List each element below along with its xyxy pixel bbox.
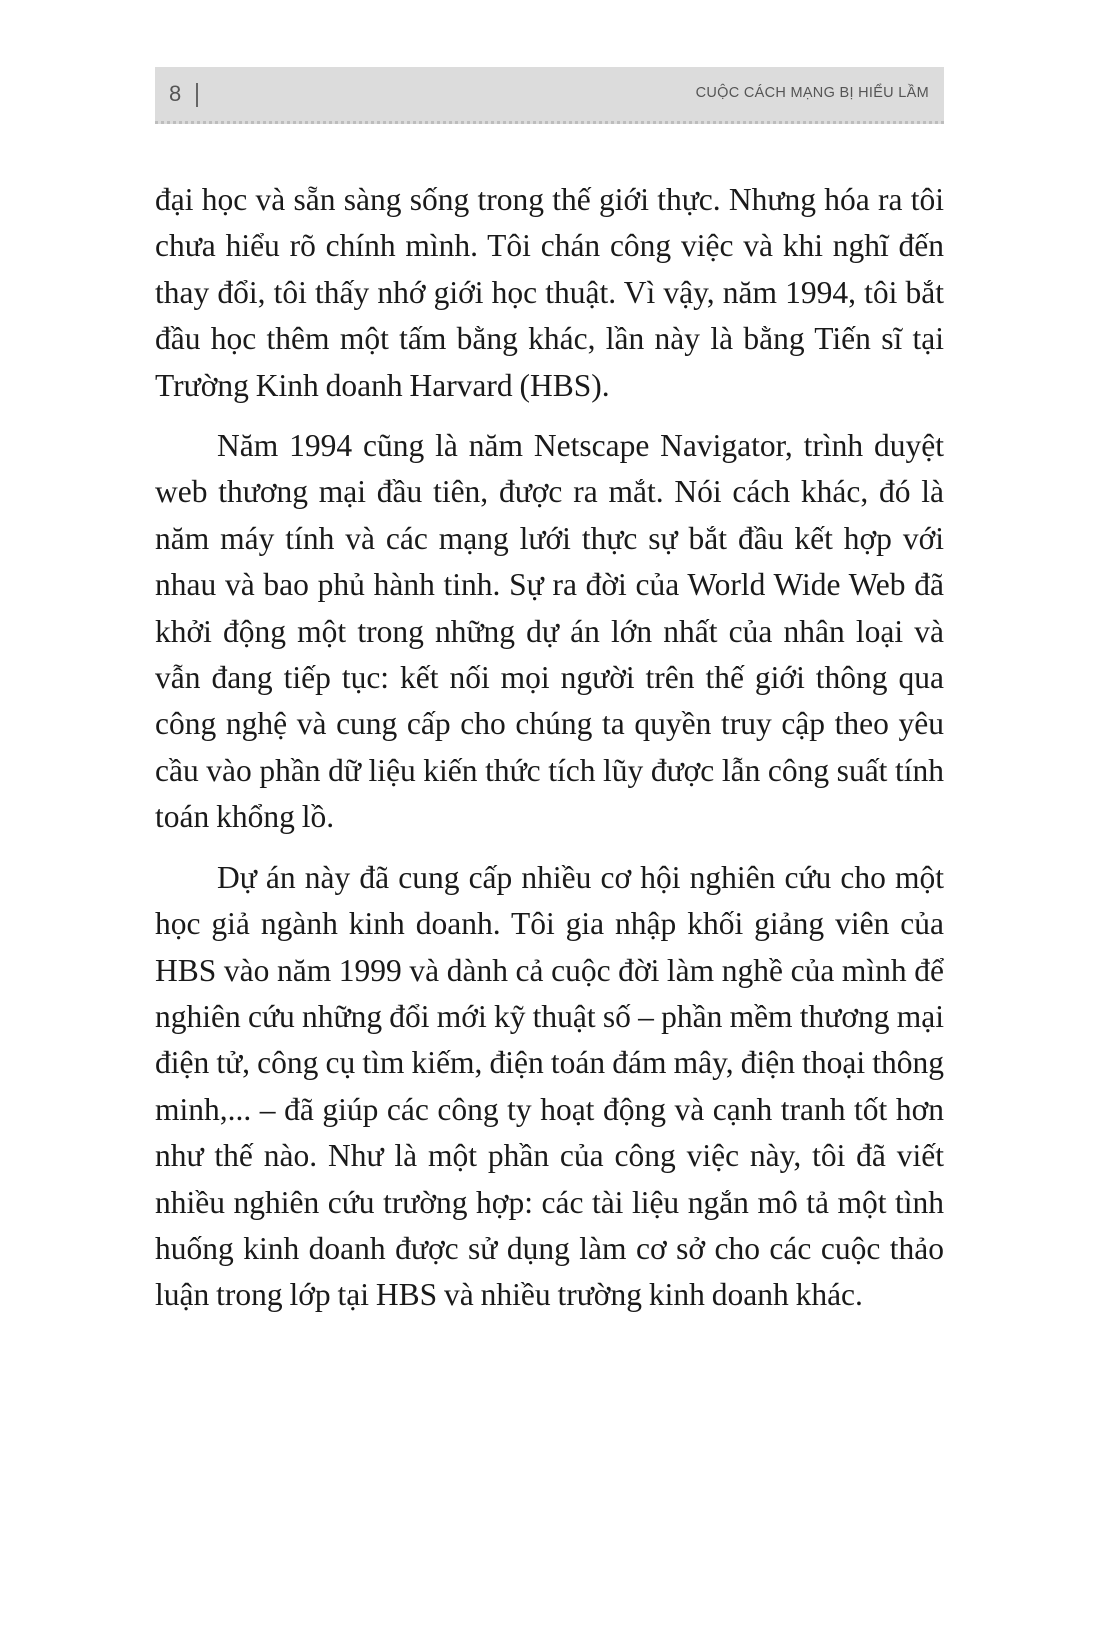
running-title: CUỘC CÁCH MẠNG BỊ HIỂU LẦM xyxy=(695,85,929,101)
page-number: 8 xyxy=(169,81,183,106)
paragraph-3: Dự án này đã cung cấp nhiều cơ hội nghiên cứu cho một học giả ngành kinh doanh. Tôi gia nhập khối giảng viên của HBS vào năm 1999 và dành cả cuộc đời làm nghề của mình để nghiên cứu những đổi mới kỹ thuật số – phần mềm thương mại điện tử, công cụ tìm kiếm, điện toán đám mây, điện thoại thông minh,... – đã giúp các công ty hoạt động và cạnh tranh tốt hơn như thế nào. Như là một phần của công việc này, tôi đã viết nhiều nghiên cứu trường hợp: các tài liệu ngắn mô tả một tình huống kinh doanh được sử dụng làm cơ sở cho các cuộc thảo luận trong lớp tại HBS và nhiều trường kinh doanh khác. xyxy=(155,859,944,1313)
header-separator xyxy=(196,83,198,107)
page-header xyxy=(155,67,944,124)
paragraph-1: đại học và sẵn sàng sống trong thế giới thực. Nhưng hóa ra tôi chưa hiểu rõ chính mình. Tôi chán công việc và khi nghĩ đến thay đổi, tôi thấy nhớ giới học thuật. Vì vậy, năm 1994, tôi bắt đầu học thêm một tấm bằng khác, lần này là bằng Tiến sĩ tại Trường Kinh doanh Harvard (HBS). xyxy=(155,182,944,403)
body-text xyxy=(155,177,944,1333)
paragraph-2: Năm 1994 cũng là năm Netscape Navigator, trình duyệt web thương mại đầu tiên, được ra mắt. Nói cách khác, đó là năm máy tính và các mạng lưới thực sự bắt đầu kết hợp với nhau và bao phủ hành tinh. Sự ra đời của World Wide Web đã khởi động một trong những dự án lớn nhất của nhân loại và vẫn đang tiếp tục: kết nối mọi người trên thế giới thông qua công nghệ và cung cấp cho chúng ta quyền truy cập theo yêu cầu vào phần dữ liệu kiến thức tích lũy được lẫn công suất tính toán khổng lồ. xyxy=(155,428,944,835)
